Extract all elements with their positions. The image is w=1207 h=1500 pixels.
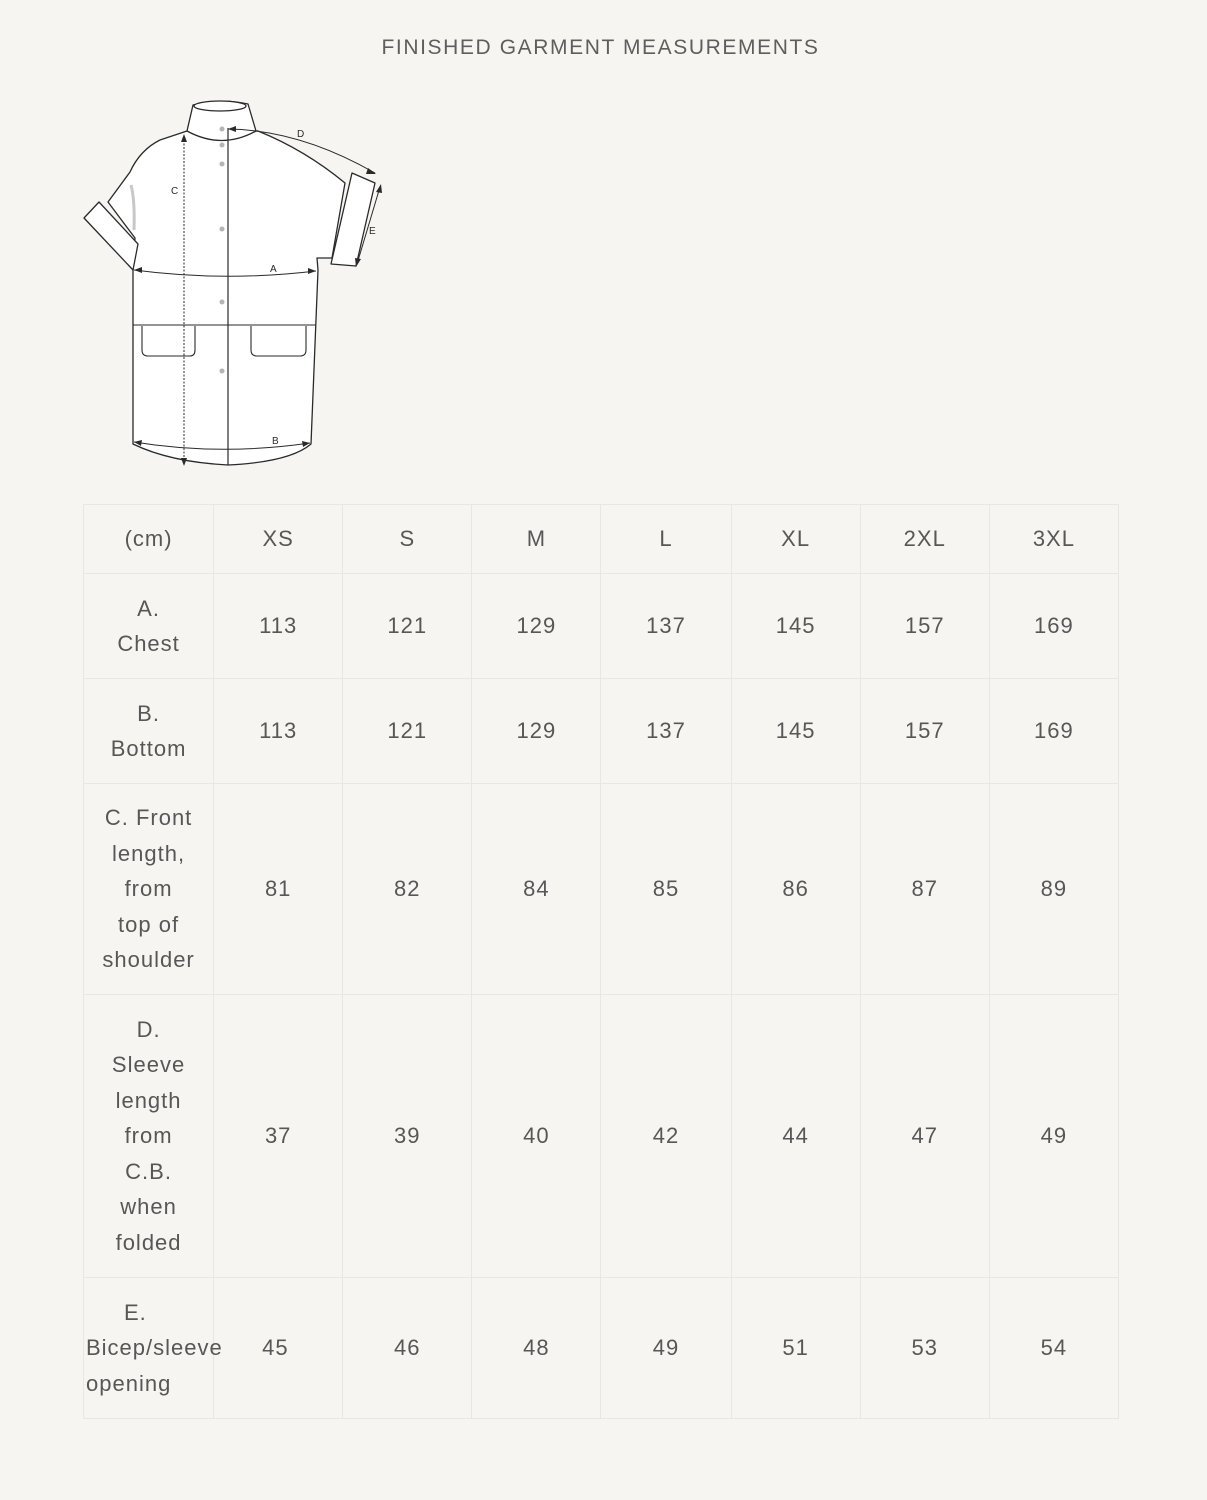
- table-cell: 81: [214, 784, 343, 995]
- table-cell: 42: [601, 995, 731, 1278]
- table-cell: 145: [731, 574, 860, 679]
- size-header-3xl: 3XL: [989, 505, 1118, 574]
- row-label-front-length: C. Front length, from top of shoulder: [84, 784, 214, 995]
- table-cell: 48: [472, 1278, 601, 1419]
- diagram-label-d: D: [297, 129, 305, 140]
- table-cell: 169: [989, 679, 1118, 784]
- table-row-bicep-opening: [84, 1278, 1119, 1419]
- table-cell: 169: [989, 574, 1118, 679]
- table-cell: 51: [731, 1278, 860, 1419]
- table-cell: 86: [731, 784, 860, 995]
- size-header-l: L: [601, 505, 731, 574]
- table-cell: 54: [989, 1278, 1118, 1419]
- table-header-row: [84, 505, 1119, 574]
- diagram-label-e: E: [369, 226, 376, 237]
- measurements-table: [83, 504, 1119, 1419]
- table-cell: 49: [989, 995, 1118, 1278]
- garment-diagram: [75, 90, 395, 480]
- row-label-sleeve-length: D. Sleeve length from C.B. when folded: [84, 995, 214, 1278]
- row-label-chest: A. Chest: [84, 574, 214, 679]
- table-cell: 137: [601, 679, 731, 784]
- table-row-chest: [84, 574, 1119, 679]
- diagram-label-c: C: [171, 186, 179, 197]
- table-cell: 82: [343, 784, 472, 995]
- table-cell: 157: [860, 679, 989, 784]
- table-cell: 37: [214, 995, 343, 1278]
- page-title: FINISHED GARMENT MEASUREMENTS: [381, 36, 820, 59]
- table-cell: 87: [860, 784, 989, 995]
- table-cell: 46: [343, 1278, 472, 1419]
- table-cell: 121: [343, 679, 472, 784]
- table-cell: 137: [601, 574, 731, 679]
- table-cell: 45: [214, 1278, 343, 1419]
- table-cell: 39: [343, 995, 472, 1278]
- table-cell: 129: [472, 574, 601, 679]
- size-header-s: S: [343, 505, 472, 574]
- table-cell: 145: [731, 679, 860, 784]
- table-cell: 44: [731, 995, 860, 1278]
- row-label-bottom: B. Bottom: [84, 679, 214, 784]
- table-cell: 53: [860, 1278, 989, 1419]
- diagram-label-b: B: [272, 436, 279, 447]
- table-cell: 157: [860, 574, 989, 679]
- table-cell: 84: [472, 784, 601, 995]
- table-cell: 129: [472, 679, 601, 784]
- table-cell: 89: [989, 784, 1118, 995]
- table-row-front-length: [84, 784, 1119, 995]
- table-cell: 49: [601, 1278, 731, 1419]
- row-label-bicep-opening: E. Bicep/sleeve opening: [84, 1278, 214, 1419]
- table-cell: 40: [472, 995, 601, 1278]
- table-cell: 85: [601, 784, 731, 995]
- unit-header: (cm): [84, 505, 214, 574]
- diagram-label-a: A: [270, 264, 277, 275]
- table-cell: 121: [343, 574, 472, 679]
- size-header-m: M: [472, 505, 601, 574]
- table-cell: 113: [214, 679, 343, 784]
- table-cell: 47: [860, 995, 989, 1278]
- table-row-bottom: [84, 679, 1119, 784]
- size-header-xl: XL: [731, 505, 860, 574]
- table-row-sleeve-length: [84, 995, 1119, 1278]
- size-header-2xl: 2XL: [860, 505, 989, 574]
- size-header-xs: XS: [214, 505, 343, 574]
- table-cell: 113: [214, 574, 343, 679]
